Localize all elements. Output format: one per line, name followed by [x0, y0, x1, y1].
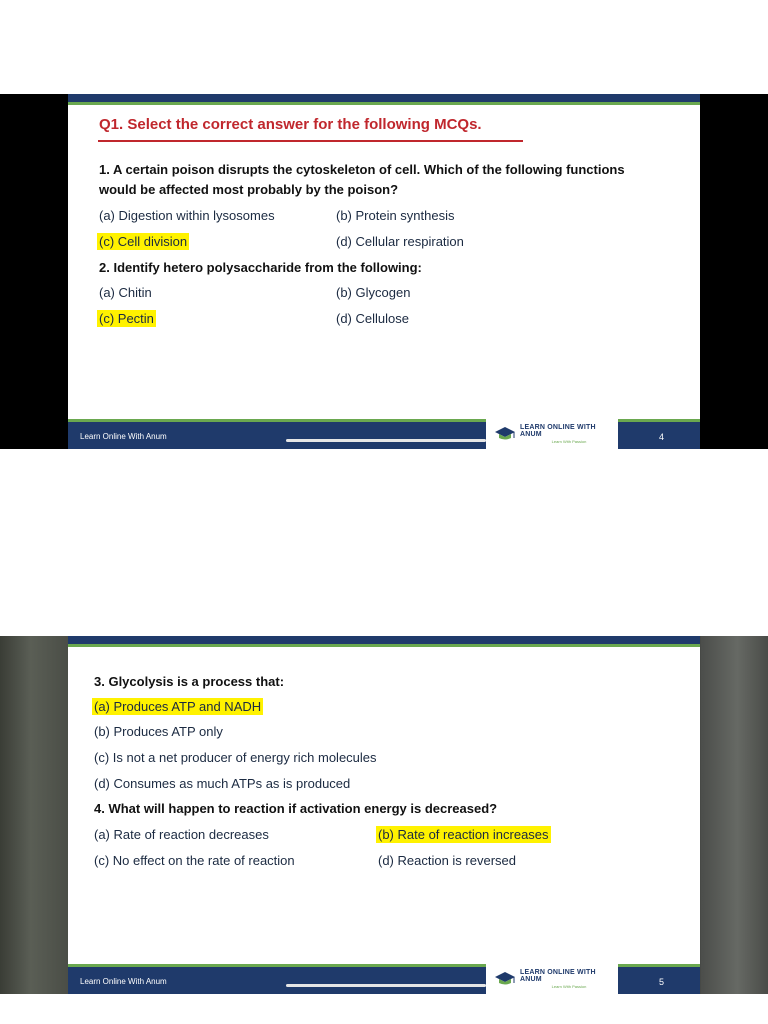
question-2-option-b: (b) Glycogen	[336, 285, 411, 300]
question-1-line-2: would be affected most probably by the poison?	[99, 182, 399, 197]
question-1-option-d: (d) Cellular respiration	[336, 234, 464, 249]
footer-label: Learn Online With Anum	[80, 432, 167, 441]
graduation-cap-icon	[494, 425, 516, 443]
brand-logo	[486, 964, 618, 994]
title-underline	[98, 140, 523, 142]
slide-viewport-2	[0, 636, 768, 994]
header-bar	[68, 636, 700, 644]
slide-4	[68, 94, 700, 449]
header-accent	[68, 644, 700, 647]
question-3-option-c: (c) Is not a net producer of energy rich molecules	[94, 750, 377, 765]
question-4-option-b-highlighted: (b) Rate of reaction increases	[378, 827, 549, 842]
question-3-line-1: 3. Glycolysis is a process that:	[94, 674, 285, 689]
video-scrub-bar[interactable]	[286, 984, 486, 987]
footer-bar	[68, 967, 700, 994]
slide-viewport-1	[0, 94, 768, 449]
question-2-line-1: 2. Identify hetero polysaccharide from the following:	[99, 260, 422, 275]
question-1-option-b: (b) Protein synthesis	[336, 208, 455, 223]
slide-5	[68, 636, 700, 994]
graduation-cap-icon	[494, 970, 516, 988]
brand-logo	[486, 419, 618, 449]
header-bar	[68, 94, 700, 102]
question-1-option-a: (a) Digestion within lysosomes	[99, 208, 275, 223]
page-number: 5	[658, 977, 664, 987]
question-4-option-a: (a) Rate of reaction decreases	[94, 827, 269, 842]
question-3-option-d: (d) Consumes as much ATPs as is produced	[94, 776, 351, 791]
logo-tagline: Learn With Passion	[551, 439, 587, 444]
slide-title: Q1. Select the correct answer for the following MCQs.	[99, 116, 482, 133]
question-2-option-d: (d) Cellulose	[336, 311, 409, 326]
question-3-option-b: (b) Produces ATP only	[94, 724, 223, 739]
question-4-line-1: 4. What will happen to reaction if activation energy is decreased?	[94, 801, 498, 816]
page-number: 4	[658, 432, 664, 442]
question-2-option-c-highlighted: (c) Pectin	[99, 311, 154, 326]
logo-title: LEARN ONLINE WITH ANUM	[520, 424, 596, 438]
question-2-option-a: (a) Chitin	[99, 285, 152, 300]
question-3-option-a-highlighted: (a) Produces ATP and NADH	[94, 699, 262, 714]
question-1-option-c-highlighted: (c) Cell division	[99, 234, 188, 249]
footer-label: Learn Online With Anum	[80, 977, 167, 986]
video-scrub-bar[interactable]	[286, 439, 486, 442]
question-4-option-c: (c) No effect on the rate of reaction	[94, 853, 295, 868]
footer-bar	[68, 422, 700, 449]
question-1-line-1: 1. A certain poison disrupts the cytoskeleton of cell. Which of the following functions	[99, 162, 625, 177]
logo-title: LEARN ONLINE WITH ANUM	[520, 969, 596, 983]
header-accent	[68, 102, 700, 105]
question-4-option-d: (d) Reaction is reversed	[378, 853, 516, 868]
logo-tagline: Learn With Passion	[551, 984, 587, 989]
